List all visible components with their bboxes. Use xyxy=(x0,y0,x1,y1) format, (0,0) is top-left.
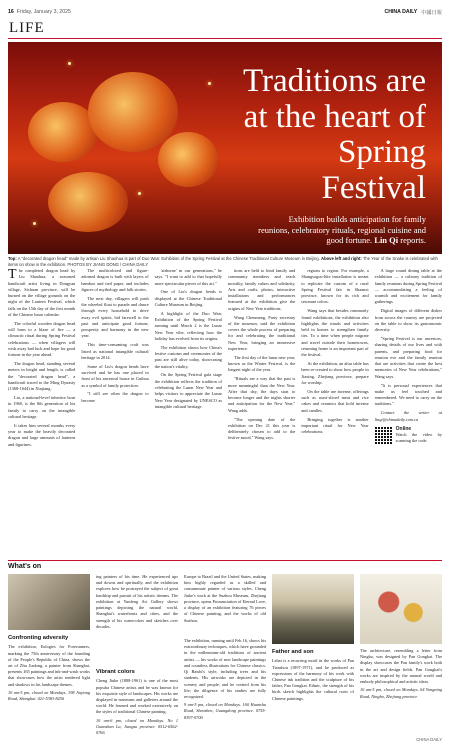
online-promo xyxy=(375,426,442,444)
whats-on-item xyxy=(272,648,354,704)
article-column xyxy=(375,268,442,528)
caption-label-2: Above left and right: xyxy=(321,256,362,261)
item-body: Lehai is a recurring motif in the works of Pan Tianshou (1897-1971), and he produced as expressions of the harmony of his work with Chinese ink tradition and the sculpture of his father, Pan Gongkai. Ethnic, the strength of his birds sketch highlights the cultural roots of Chinese paintings. xyxy=(272,658,354,701)
paragraph: Wang Chenmeng, Party secretary of the museum, said the exhibition covers the whole process of preparing for and celebrating the traditional New Year, bringing an immersive experience. xyxy=(227,314,296,352)
paragraph: regions to region. For example, a Shangsogou-like installation is meant to replicate the custom of a rural Spring Festival fair in Shaanxi province, known for its rich and resonant colors. xyxy=(301,268,369,305)
item-title: Vibrant colors xyxy=(96,669,135,675)
issue-date: Friday, January 3, 2025 xyxy=(16,9,71,15)
caption-text: A "decorated dragon head" made by artisan Liu Shaohua is part of Duo Wan: Exhibition of the Spring Festival at the Chinese Traditional Culture Museum in Beijing. xyxy=(17,256,320,261)
writer-contact: Contact the writer at linqi@chinadaily.com.cn xyxy=(374,410,442,422)
hero-photo xyxy=(8,42,442,254)
whats-on-item xyxy=(96,574,178,632)
item-title: Confronting adversity xyxy=(8,635,69,641)
light-spark xyxy=(33,222,36,225)
paragraph: "Rituals are a way that the past is more meaningful than the New Year. After that day, the days start to become longer and the nights shorter and anticipation for the New Year," Wang adds. xyxy=(227,376,296,413)
dragon-head-lantern xyxy=(158,132,218,187)
light-spark xyxy=(138,192,141,195)
item-body: Europe to Brazil and the United States, making him highly regarded as a skilled and consummate painter of various styles. Cheng Jiuke's work at the Suzhou Museum, Zhejiang province, opens Pronunciation of Eternal Love, a display of an exhibition featuring 76 pieces of Chinese painting, and the works of old Suzhou. xyxy=(184,574,266,623)
item-body: The architecture, resembling a letter from Ningbo, was designed by Pan Gongkai. The display showcases the Pan family's work both in the art and design fields. Pan Gongkai's works are inspired by the natural world and embody philosophical and artistic ideas. xyxy=(360,648,442,685)
whats-on-item xyxy=(360,648,442,702)
page-number: 16 xyxy=(8,9,14,15)
whats-on-strip xyxy=(8,574,442,734)
dragon-head-lantern xyxy=(88,72,178,152)
item-info: 9 am-5 pm, closed on Mondays. 160 Huanshu Road, Shenzhen, Guangdong province. 0755-8397-0700 xyxy=(184,702,266,720)
item-body: The exhibition, Eulogies for Forerunners, marking the 75th anniversary of the founding of the People's Republic of China, shows the art of Zhu Jiadong, a painter from Shanghai, presents 165 paintings and ink-and-wash works that showcases how the artist rendered light and shadows in his landscape themes. xyxy=(8,644,90,687)
photo-credit: PHOTOS BY JIANG DONG / CHINA DAILY xyxy=(67,261,149,267)
light-spark xyxy=(208,82,211,85)
section-title: LIFE xyxy=(9,20,45,36)
photo-caption xyxy=(8,256,442,267)
paragraph: Wang says that besides commonly found exhibitions, the exhibition also highlights the rituals and activities held in homes to strengthen family ties. To a time when people migrate and travel outside their hometowns, returning home is an important part of the festival. xyxy=(301,308,369,358)
paragraph: The multicolored and figure-adorned dragon is built with layers of bamboo and tied paper, and includes figures of mythology and folk stories. xyxy=(81,268,149,292)
paragraph: "The opening date of the exhibition on Dec 21 this year is deliberately chosen to add to the festive mood," Wang says. xyxy=(227,416,296,441)
paragraph: One of Liu's dragon heads is displayed at the Chinese Traditional Culture Museum in Beijing. xyxy=(154,289,222,307)
paragraph: Some of Liu's dragon heads have survived and he has one placed in front of his ancestral house in Guihua as a symbol of family protection. xyxy=(81,363,149,388)
article-column xyxy=(301,268,368,528)
paragraph: The completed dragon head by Liu Shaohua, a seasoned handicraft artist living in Dongyan village, Sichuan province, will be burned on the village grounds on the night of the Lantern Festival, which falls on the 15th day of the first month of the Chinese lunar calendar. xyxy=(8,267,76,318)
headline: Traditions are at the heart of Spring Festival xyxy=(242,63,426,206)
light-spark xyxy=(68,62,71,65)
article-column xyxy=(228,268,295,528)
online-label: Online xyxy=(395,425,412,432)
paragraph: "Spring Festival is our ancestors, sharing details of our lives and with parents, and preparing food for reunion eve and the family reunion that are activities that create the best memories of New Year celebrations," Wang says. xyxy=(374,335,442,379)
paragraph: 'airborne' in our generations," he says. "I want to add to that hopefully more spectacular pieces of this art." xyxy=(154,268,222,286)
paragraph: Bringing together is another important ritual for New Year celebrations. xyxy=(301,416,369,435)
paragraph: Liu, a national-level inheritor born in 1960, is the 8th generation of his family to carry on the intangible cultural heritage. xyxy=(8,395,76,420)
paragraph: On the table are incense, offerings such as roast-sliced meat and rice cakes and ceramics that hold incense and candles. xyxy=(301,388,369,413)
caption-label: Top: xyxy=(8,256,17,261)
exhibit-photo xyxy=(272,574,354,644)
item-info: 10 am-5 pm, closed on Mondays. 198 Jinjiang Road, Shanghai. 021-5383-8256 xyxy=(8,689,90,702)
paragraph: At the exhibition, an altar table has been re-created to show how people in Jiaxing, Zhejiang province, prepare for worship. xyxy=(301,361,369,386)
exhibit-photo xyxy=(360,574,442,644)
paragraph: A highlight of the Duo Wan: Exhibition of the Spring Festival running until March 2 is the Lunar New Year vibe, reflecting how the holiday has evolved from its origins. xyxy=(154,310,222,341)
article-body xyxy=(8,268,442,528)
item-body: The exhibition, running until Feb 16, shows his extraordinary techniques, which have grounded in the millennium-old traditions of ancient artists — his works of new landscape paintings and countless illustrations for Chinese classics. Qi Baishi's style, including trees and his students. His artworks are depicted in the scenery and people, and he created from his life; the diligence of his studies are fully recognized. xyxy=(184,638,266,699)
paragraph: A large round dining table at the exhibition — a culinary tradition of family reunions during Spring Festival — accommodating a feeling of warmth and excitement for family gatherings. xyxy=(374,268,442,305)
whats-on-item xyxy=(184,638,266,723)
caption-text-2: The Year of the Snake is celebrated with items on show in the exhibition. xyxy=(8,256,438,267)
page-header xyxy=(8,7,442,17)
article-column xyxy=(81,268,148,528)
item-body: Cheng Jiuke (1888-1961) is one of the most popular Chinese artists and he was known for his exquisite style of landscapes. His works are displayed in museums and galleries around the world. He learned and worked extensively on the styles of traditional Chinese painting. xyxy=(96,678,178,715)
byline: Lin Qi xyxy=(374,235,399,246)
item-info: 10 am-5 pm, closed on Mondays. 64 Yongning Road, Ningbo, Zhejiang province xyxy=(360,687,442,699)
whats-on-item xyxy=(184,574,266,626)
brand-name-cn: 中國日報 xyxy=(421,9,442,16)
paragraph: The next day, villagers will push the wheeled float to parade and dance through every household to drive away evil spirits, bid farewell to the past and anticipate good fortune, prosperity and harmony in the new year. xyxy=(81,295,149,339)
paragraph: The dragon head, standing several meters in height and length, is called the "decorated dragon head", a handicraft traced to the Ming Dynasty (1368-1644) in Xinjiang. xyxy=(8,361,76,392)
online-text: Watch the video by scanning the code. xyxy=(395,432,442,443)
item-body: ing painters of his time. He experienced ups and downs and spiritually, and the exhibition explores how he portrayed the subject of great hardship and pursuit of his artistic dreams. The exhibition at Yunfeng Art Gallery shows paintings depicting the natural world, Shanghai's waterfronts and cities, and the strength of his watercolors and sketches over decades. xyxy=(96,574,178,629)
paragraph: "I still see often the dragon to become xyxy=(81,391,149,403)
qr-code-icon[interactable] xyxy=(375,426,393,444)
section-rule xyxy=(8,38,442,39)
article-column xyxy=(155,268,222,528)
whats-on-heading: What's on xyxy=(8,560,442,570)
paragraph: Digital images of different dishes from across the country are projected on the table to show its gastronomic diversity. xyxy=(374,308,442,333)
article-column xyxy=(8,268,75,528)
item-info: 10 am-6 pm, closed on Mondays. No 1 Guanshan Lu, Jiangsu province. 0512-6562-0766 xyxy=(96,717,178,736)
whats-on-item xyxy=(8,634,90,704)
paragraph: It takes him several months every year to make the heavily decorated dragon and large amounts of lanterns and figurines. xyxy=(8,422,76,447)
deck-text: Exhibition builds anticipation for family reunions, celebratory rituals, regional cuisine and good fortune. xyxy=(258,214,426,246)
exhibit-photo xyxy=(8,574,90,630)
paragraph: On the Spring Festival gala stage the exhibition reflects the tradition of celebrating the Lunar New Year and helps visitors to appreciate the Lunar New Year designated by UNESCO as intangible cultural heritage. xyxy=(154,372,222,409)
paragraph: This time-consuming craft was listed as national intangible cultural heritage in 2014. xyxy=(81,342,149,360)
deck-suffix: reports. xyxy=(400,235,426,246)
paragraph: tions are held to bind family and community members and teach morality, family values and solidarity, Arts and crafts, photos, interactive installations and performances featured at the exhibition give the origins of New Year traditions. xyxy=(227,268,296,311)
paragraph: The first day of the lunar new year, known as the Winter Festival, is the longest night of the year. xyxy=(227,354,296,373)
page-footer: CHINA DAILY xyxy=(416,737,442,742)
item-title: Father and son xyxy=(272,649,314,655)
whats-on-item xyxy=(96,668,178,738)
dragon-head-lantern xyxy=(48,172,128,232)
deck xyxy=(256,214,426,246)
brand-name: CHINA DAILY xyxy=(384,9,418,15)
paragraph: The exhibition shows how China's festive customs and ceremonies of the past are still alive today, showcasing the nation's vitality. xyxy=(154,344,222,369)
paragraph: "It is personal experiences that make us feel touched and remembered. We need to carry on the traditions." xyxy=(374,382,442,407)
paragraph: The colorful wooden dragon head will burn to a blaze of fire — a climactic ritual during Spring Festival celebrations — when villagers will wish away bad luck and hope for good fortune in the year ahead. xyxy=(8,320,76,358)
